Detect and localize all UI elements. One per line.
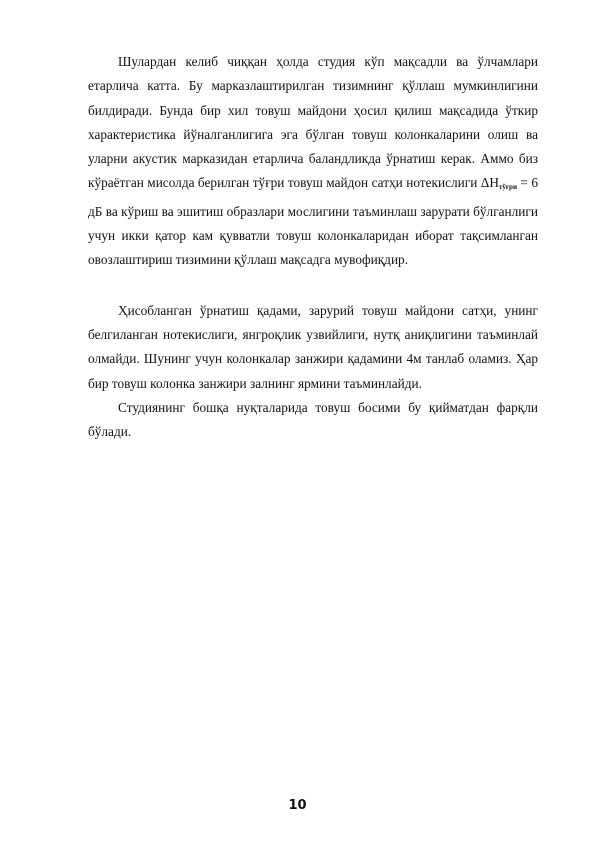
delta-h-subscript: тўғри <box>498 183 517 192</box>
paragraph-1 <box>88 50 538 273</box>
paragraph-3: Студиянинг бошқа нуқталарида товуш босими бу қийматдан фарқли бўлади. <box>88 399 538 440</box>
paragraph-spacer <box>88 273 538 299</box>
paragraph-1-continuation: = 6 дБ ва кўриш ва эшитиш образлари мослигини таъминлаш зарурати бўлганлиги учун икки қатор кам қувватли товуш колонкаларидан иборат тақсимланган овозлаштириш тизимини қўллаш мақсадга мувофиқдир. <box>88 175 539 268</box>
delta-h-symbol <box>481 175 517 190</box>
page-number: 10 <box>288 798 307 813</box>
paragraph-2: Ҳисобланган ўрнатиш қадами, зарурий товуш майдони сатҳи, унинг белгиланган нотекислиги, янгроқлик узвийлиги, нутқ аниқлигини таъминлай олмайди. Шунинг учун колонкалар занжири қадамини 4м танлаб оламиз. Ҳар бир товуш колонка занжири залнинг ярмини таъминлайди. <box>88 302 538 391</box>
delta-h-letter: ΔH <box>480 175 499 191</box>
document-body <box>88 50 538 444</box>
paragraph-1-text: Шулардан келиб чиққан ҳолда студия кўп мақсадли ва ўлчамлари етарлича катта. Бу марказлаштирилган тизимнинг қўллаш мумкинлигини билдиради. Бунда бир хил товуш майдони ҳосил қилиш мақсадида ўткир характеристика йўналганлигига эга бўлган товуш колонкаларини олиш ва уларни акустик марказидан етарлича баландликда ўрнатиш керак. Аммо биз кўраётган мисолда берилган тўғри товуш майдон сатҳи нотекислиги <box>88 54 538 191</box>
